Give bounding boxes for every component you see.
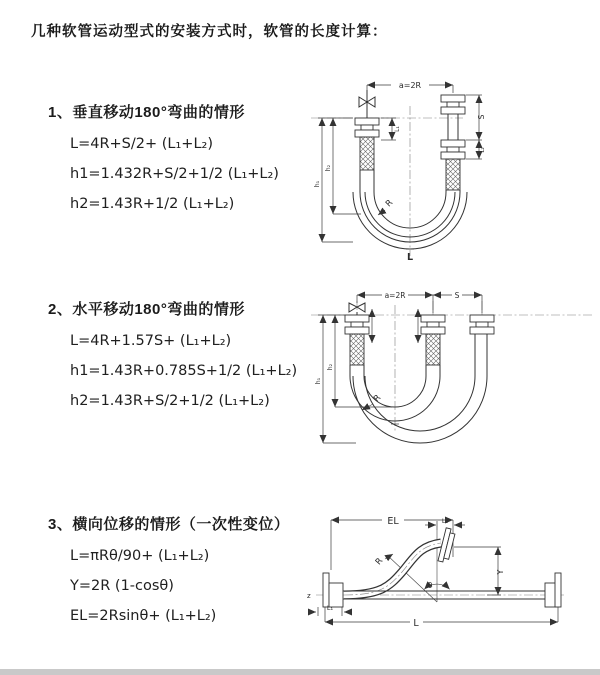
braided-hose-section (426, 334, 440, 365)
radius-label: R (383, 197, 396, 210)
dim-label-y: Y (496, 569, 505, 575)
dim-label-h2: h₂ (325, 164, 332, 172)
formula-h1: h1=1.432R+S/2+1/2 (L₁+L₂) (70, 166, 279, 182)
dim-label-l2: L₂ (480, 147, 486, 153)
radius-label: R (371, 392, 384, 405)
angle-theta-label: θ (427, 581, 433, 590)
radius-callout (374, 554, 393, 567)
dim-label-l2: L₂ (441, 517, 449, 525)
dim-s (433, 289, 482, 313)
valve-icon (359, 90, 375, 118)
section-1-heading: 1、垂直移动180°弯曲的情形 (48, 104, 245, 121)
dim-l2 (425, 517, 465, 530)
left-flange-assembly (355, 118, 379, 192)
right-flange-assembly (441, 95, 465, 192)
dim-l2 (466, 140, 486, 159)
right-flange-assembly (470, 315, 494, 376)
formula-h2: h2=1.43R+S/2+1/2 (L₁+L₂) (70, 393, 270, 409)
hose-u-bend (350, 376, 487, 443)
dim-label-s: S (454, 291, 460, 300)
dim-label-el: EL (387, 516, 399, 527)
dim-label-a2r: a=2R (398, 81, 422, 90)
dim-label-l: L (406, 252, 414, 263)
dim-a2r (367, 78, 453, 94)
formula-l: L=4R+1.57S+ (L₁+L₂) (70, 333, 232, 349)
dim-label-h2: h₂ (327, 363, 334, 371)
formula-h2: h2=1.43R+1/2 (L₁+L₂) (70, 196, 235, 212)
middle-flange-assembly (421, 315, 445, 376)
dim-label-l: L (413, 618, 419, 629)
section-3-heading: 3、横向位移的情形（一次性变位） (48, 516, 290, 533)
dim-s (466, 95, 486, 140)
left-flange-assembly (345, 315, 369, 376)
section-vertical-bend (48, 101, 279, 219)
braided-hose-section (446, 159, 460, 190)
section-horizontal-bend (48, 298, 297, 416)
braided-hose-section (350, 334, 364, 365)
lateral-displacement-diagram (302, 502, 598, 652)
formula-h1: h1=1.43R+0.785S+1/2 (L₁+L₂) (70, 363, 298, 379)
right-flange-assembly (545, 573, 561, 607)
dim-l1 (310, 604, 350, 616)
formula-l: L=4R+S/2+ (L₁+L₂) (70, 136, 213, 152)
radius-label: R (373, 556, 386, 568)
dim-label-h1: h₁ (314, 180, 321, 188)
dim-label-l1: L₁ (326, 604, 334, 612)
dim-label-a2r: a=2R (384, 291, 406, 300)
formula-l: L=πRθ/90+ (L₁+L₂) (70, 548, 210, 564)
dim-y (454, 547, 505, 595)
left-flange-assembly (323, 573, 343, 607)
braided-hose-section (360, 137, 374, 170)
horizontal-bend-diagram (306, 281, 598, 466)
section-2-heading: 2、水平移动180°弯曲的情形 (48, 301, 245, 318)
dim-label-l1: L₁ (394, 126, 401, 132)
centerlines (311, 106, 463, 256)
dim-l (325, 607, 558, 629)
dim-label-s: S (477, 114, 486, 120)
section-lateral-displacement (48, 513, 289, 631)
page-title: 几种软管运动型式的安装方式时，软管的长度计算： (31, 24, 388, 40)
dim-label-h1: h₁ (315, 377, 322, 385)
dim-l1 (381, 118, 401, 140)
page-edge-shadow (0, 669, 600, 675)
dim-h1 (314, 118, 353, 242)
formula-el: EL=2Rsinθ+ (L₁+L₂) (70, 608, 217, 624)
radius-callout (362, 393, 383, 410)
formula-y: Y=2R (1-cosθ) (70, 578, 174, 594)
datum-z-mark: z (307, 592, 311, 600)
vertical-bend-diagram (303, 64, 593, 264)
